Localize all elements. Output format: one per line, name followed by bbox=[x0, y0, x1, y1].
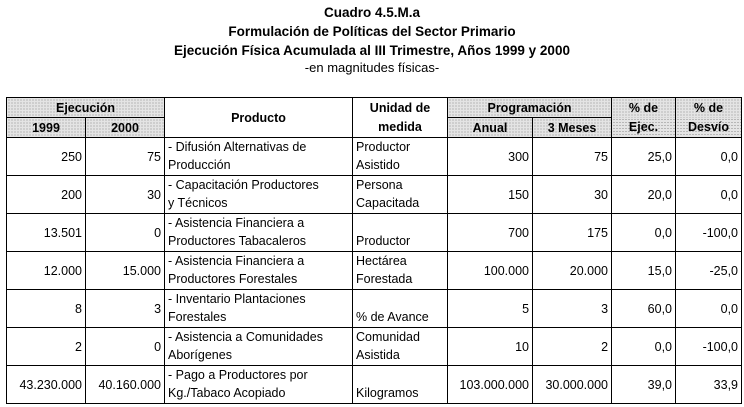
programacion-3-meses-cell: 30 bbox=[533, 176, 612, 214]
header-pct-desvio-line1: % de bbox=[676, 98, 742, 118]
producto-cell bbox=[165, 328, 353, 366]
producto-line1: - Difusión Alternativas de bbox=[168, 140, 307, 154]
unidad-line2: Kilogramos bbox=[356, 386, 419, 400]
table-row bbox=[7, 328, 742, 366]
producto-line2: Forestales bbox=[168, 310, 227, 324]
pct-desvio-cell: 0,0 bbox=[676, 176, 742, 214]
producto-line1: - Asistencia a Comunidades bbox=[168, 330, 323, 344]
programacion-anual-cell: 100.000 bbox=[448, 252, 533, 290]
programacion-anual-cell: 103.000.000 bbox=[448, 366, 533, 404]
unidad-line1: Comunidad bbox=[356, 330, 420, 344]
header-unidad-line2: medida bbox=[353, 118, 448, 138]
producto-line1: - Pago a Productores por bbox=[168, 368, 308, 382]
programacion-3-meses-cell: 20.000 bbox=[533, 252, 612, 290]
programacion-3-meses-cell: 175 bbox=[533, 214, 612, 252]
producto-line2: Kg./Tabaco Acopiado bbox=[168, 386, 286, 400]
table-row bbox=[7, 176, 742, 214]
units-note: -en magnitudes físicas- bbox=[304, 60, 440, 75]
producto-line2: Productores Tabacaleros bbox=[168, 234, 307, 248]
header-unidad-line1: Unidad de bbox=[353, 98, 448, 118]
table-row bbox=[7, 366, 742, 404]
pct-desvio-cell: 0,0 bbox=[676, 290, 742, 328]
producto-cell bbox=[165, 290, 353, 328]
header-3-meses: 3 Meses bbox=[533, 118, 612, 138]
ejecucion-1999-cell: 8 bbox=[7, 290, 86, 328]
header-programacion: Programación bbox=[448, 98, 612, 118]
unidad-line1: Persona bbox=[356, 178, 403, 192]
programacion-anual-cell: 300 bbox=[448, 138, 533, 176]
unidad-line1: Hectárea bbox=[356, 254, 407, 268]
table-row bbox=[7, 214, 742, 252]
pct-ejecucion-cell: 25,0 bbox=[612, 138, 676, 176]
unidad-line2: Asistida bbox=[356, 348, 400, 362]
ejecucion-2000-cell: 30 bbox=[86, 176, 165, 214]
programacion-anual-cell: 150 bbox=[448, 176, 533, 214]
table-title: Formulación de Políticas del Sector Primario bbox=[228, 24, 516, 39]
unidad-cell bbox=[353, 252, 448, 290]
header-producto: Producto bbox=[165, 98, 353, 138]
pct-ejecucion-cell: 60,0 bbox=[612, 290, 676, 328]
pct-desvio-cell: 33,9 bbox=[676, 366, 742, 404]
table-row bbox=[7, 252, 742, 290]
pct-desvio-cell: -100,0 bbox=[676, 328, 742, 366]
producto-line1: - Asistencia Financiera a bbox=[168, 254, 305, 268]
programacion-anual-cell: 10 bbox=[448, 328, 533, 366]
producto-line1: - Capacitación Productores bbox=[168, 178, 319, 192]
producto-cell bbox=[165, 366, 353, 404]
unidad-cell bbox=[353, 290, 448, 328]
programacion-anual-cell: 700 bbox=[448, 214, 533, 252]
pct-desvio-cell: 0,0 bbox=[676, 138, 742, 176]
header-anual: Anual bbox=[448, 118, 533, 138]
programacion-3-meses-cell: 75 bbox=[533, 138, 612, 176]
producto-line1: - Inventario Plantaciones bbox=[168, 292, 306, 306]
pct-desvio-cell: -25,0 bbox=[676, 252, 742, 290]
header-1999: 1999 bbox=[7, 118, 86, 138]
pct-ejecucion-cell: 0,0 bbox=[612, 328, 676, 366]
pct-ejecucion-cell: 15,0 bbox=[612, 252, 676, 290]
producto-line2: Productores Forestales bbox=[168, 272, 298, 286]
ejecucion-2000-cell: 40.160.000 bbox=[86, 366, 165, 404]
unidad-cell bbox=[353, 214, 448, 252]
unidad-line2: Capacitada bbox=[356, 196, 420, 210]
ejecucion-1999-cell: 200 bbox=[7, 176, 86, 214]
ejecucion-1999-cell: 250 bbox=[7, 138, 86, 176]
title-block bbox=[0, 3, 744, 76]
header-pct-desvio-line2: Desvío bbox=[676, 118, 742, 138]
ejecucion-1999-cell: 13.501 bbox=[7, 214, 86, 252]
unidad-line1: Productor bbox=[356, 140, 411, 154]
ejecucion-2000-cell: 15.000 bbox=[86, 252, 165, 290]
ejecucion-2000-cell: 0 bbox=[86, 328, 165, 366]
programacion-3-meses-cell: 3 bbox=[533, 290, 612, 328]
programacion-3-meses-cell: 30.000.000 bbox=[533, 366, 612, 404]
unidad-cell bbox=[353, 366, 448, 404]
producto-cell bbox=[165, 138, 353, 176]
unidad-cell bbox=[353, 328, 448, 366]
pct-ejecucion-cell: 20,0 bbox=[612, 176, 676, 214]
producto-line2: Producción bbox=[168, 158, 231, 172]
producto-line2: Aborígenes bbox=[168, 348, 232, 362]
unidad-cell bbox=[353, 176, 448, 214]
unidad-line2: % de Avance bbox=[356, 310, 429, 324]
header-pct-ejec-line1: % de bbox=[612, 98, 676, 118]
pct-ejecucion-cell: 0,0 bbox=[612, 214, 676, 252]
producto-cell bbox=[165, 176, 353, 214]
producto-line1: - Asistencia Financiera a bbox=[168, 216, 305, 230]
header-ejecucion: Ejecución bbox=[7, 98, 165, 118]
unidad-cell bbox=[353, 138, 448, 176]
programacion-3-meses-cell: 2 bbox=[533, 328, 612, 366]
ejecucion-2000-cell: 75 bbox=[86, 138, 165, 176]
producto-line2: y Técnicos bbox=[168, 196, 228, 210]
table-row bbox=[7, 290, 742, 328]
unidad-line2: Asistido bbox=[356, 158, 400, 172]
table-header bbox=[7, 98, 742, 138]
pct-ejecucion-cell: 39,0 bbox=[612, 366, 676, 404]
header-2000: 2000 bbox=[86, 118, 165, 138]
producto-cell bbox=[165, 252, 353, 290]
unidad-line2: Forestada bbox=[356, 272, 413, 286]
data-table bbox=[6, 97, 742, 404]
ejecucion-2000-cell: 3 bbox=[86, 290, 165, 328]
ejecucion-2000-cell: 0 bbox=[86, 214, 165, 252]
header-pct-ejec-line2: Ejec. bbox=[612, 118, 676, 138]
unidad-line2: Productor bbox=[356, 234, 411, 248]
table-body bbox=[7, 138, 742, 404]
ejecucion-1999-cell: 2 bbox=[7, 328, 86, 366]
programacion-anual-cell: 5 bbox=[448, 290, 533, 328]
table-subtitle: Ejecución Física Acumulada al III Trimestre, Años 1999 y 2000 bbox=[174, 43, 570, 58]
pct-desvio-cell: -100,0 bbox=[676, 214, 742, 252]
producto-cell bbox=[165, 214, 353, 252]
ejecucion-1999-cell: 43.230.000 bbox=[7, 366, 86, 404]
table-row bbox=[7, 138, 742, 176]
table-number: Cuadro 4.5.M.a bbox=[323, 5, 421, 20]
ejecucion-1999-cell: 12.000 bbox=[7, 252, 86, 290]
